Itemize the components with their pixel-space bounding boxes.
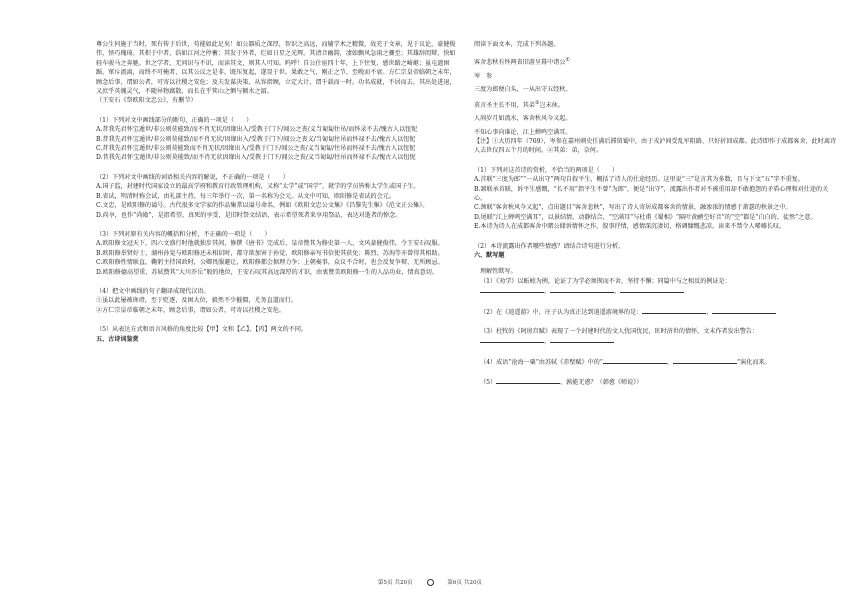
poem-line-3: 人间岁月如流水，客舍秋风今又起。: [474, 115, 572, 123]
section-six-heading: 六、默写题: [474, 251, 505, 259]
passage-source: （王安石《祭欧阳文忠公》，有删节）: [96, 97, 197, 105]
q1-option-b[interactable]: B.昔我先君怀宝遁世/非公则莫能致/而不肖无状/因缘出入/受教于门下/闻公之丧义/当匍匐往吊而怀禄不去/愧古人以忸怩: [96, 135, 416, 143]
q1-option-c[interactable]: C.昔我先君怀宝遁世/非公则莫能致而不肖无状/因缘出入/受教于门下/闻公之丧/义当匍匐/往吊而怀禄不去/愧古人以忸怩: [96, 145, 416, 153]
q3-option-a[interactable]: A.欧阳修文冠天下，四六文盛行时他就独步其间，修撰《唐书》完成后，皇帝赞其为修史第一人，文风豪健俊伟，令王安石叹服。: [96, 240, 444, 248]
section-five-heading: 五、古诗词鉴赏: [96, 335, 139, 343]
poem-title-text: 客舍悲秋有怀两省旧游呈幕中诸公: [474, 59, 566, 67]
poem-line-2-start: 莫言圣主长不用，其弟: [474, 101, 535, 109]
reading-intro: 阅读下面文本，完成下列各题。: [474, 41, 560, 48]
q2-option-b[interactable]: B.省试，明清时称会试，由礼部主持，每三年举行一次，第一名称为会元。从文中可知，欧阳修是省试的会元。: [96, 192, 395, 200]
q4-item-2: ②方仁宗皇帝临朝之末年，顾念后事，谓如公者，可寄以社稷之安危。: [96, 306, 285, 314]
q1-stem: （1）下列对文中画线部分的断句，正确的一项是（ ）: [96, 116, 253, 124]
answer-blank[interactable]: [673, 357, 737, 364]
blank-separator: ，: [544, 288, 551, 296]
blank-separator: ，: [544, 338, 551, 346]
q3-option-b[interactable]: B.欧阳修举贤好士，湖州孙觉与欧阳修还未相识时，都守欲加害于孙觉，欧阳修亲写书信使其获免；陈烈、苏洵等亦曾得其相助。: [96, 249, 444, 257]
poem-line-1: 三度为郎便白头，一从出守五经秋。: [474, 86, 572, 94]
footer-page-right: 第6页 共20页: [447, 580, 483, 586]
q2-option-a[interactable]: A.国子监，封建时代国家设立的最高学府和教育行政管理机构，又称“太学”或“国学”，就学的学员皆称太学生或国子生。: [96, 183, 420, 191]
dictation-item-3: （3）杜牧的《阿房宫赋》表现了一个封建时代的文人忧国忧民，匡时济世的情怀，文末作者发出警告：: [480, 328, 759, 335]
poem-line-2-end: 岂未休。: [539, 101, 564, 109]
answer-blank[interactable]: [642, 307, 706, 314]
poem-q1-option-e[interactable]: E.本诗为诗人在成都客舍中睹公储诉情怀之作，叙事抒情，感情深沉凄切，格调慷慨悲凉，读来不禁令人唏嘘长叹。: [474, 223, 786, 231]
answer-blank[interactable]: [480, 336, 544, 343]
dictation-item-1-blanks: [474, 286, 838, 296]
poem-q2-stem: （2）本诗流露出作者哪些情感？请结合诗句进行分析。: [474, 242, 625, 250]
blank-separator: ，: [706, 308, 713, 316]
poem-annotation: 【注】①大历四年（769），岑参在嘉州刺史任满后滞留蜀中，由于戎泸间受乱军阻路，只好折回成都。此诗即作于成都客舍，此时离诗人去世仅四五个月的时间。②其弟：弟，奈何。: [474, 137, 837, 155]
poem-line-4: 不知心事向谁论，江上蝉鸣空满耳。: [474, 128, 572, 136]
answer-blank[interactable]: [620, 286, 684, 293]
answer-blank[interactable]: [480, 286, 544, 293]
q4-stem: （4）把文中画线的句子翻译成现代汉语。: [96, 287, 210, 295]
poem-q1-option-a[interactable]: A.首联“三度为郎”“一从出守”两句自叙平生，概括了诗人的仕途经历。这里说“三”是言其为多数，且与下文“五”字不重复。: [474, 176, 804, 184]
poem-q1-option-b[interactable]: B.颔联承首联，诉平生感慨，“长不用”指平生不曾“为郎”，便是“出守”，流露出作者对不被重用却不敢抱怨的矛盾心理和对仕途的关心。: [474, 185, 829, 202]
q2-option-d[interactable]: D.尚享，也作“尚飨”，是指希望、真死的享受，是旧时祭文结语，表示希望死者来享用祭品，表达对逝者的悼念。: [96, 211, 402, 219]
dictation-item-5: [474, 377, 838, 387]
binding-circle-icon: [427, 579, 434, 586]
poem-q1-option-c[interactable]: C.颈联“客舍秋风今又起”，点出题目“客舍悲秋”，写出了诗人寄居成都客舍的情景，融渗浓的情感于萧瑟的秋景之中。: [474, 204, 792, 212]
passage-text: 尊公生何施于当时，死有传于后世，苟能如此足矣！如公器质之深厚，智识之高远，而辅学术之精微，故充于文章，见于议论，豪健俊伟，怪巧瑰琦。其积于中者，浩如江河之停蓄；其发于外者，烂如日星之光辉。其清音幽韵，凄如飘风急雨之骤至；其雄辞闳辩，快如轻车骏马之奔驰。世之学者，无问识与不识，而读其文，则其人可知。呜呼！自公仕宦四十年，上下往复，感世路之崎岖；虽屯邅困踬，窜斥流离，而终不可掩者，以其公议之是非。既压复起，遂显于世。果敢之气，刚正之节，至晚而不衰。方仁宗皇帝临朝之末年，顾念后事，谓如公者，可寄以社稷之安危；及夫发谋决策，从容指顾，立定大计，谓千载而一时。功名成就，不居而去，其出处进退，又庶乎英魄灵气，不随异物腐散，而长在乎箕山之侧与颍水之湄。: [96, 41, 456, 96]
blank-separator: ，: [614, 288, 621, 296]
right-column: [474, 40, 838, 388]
q5-stem: （5）从表达方式和语言风格的角度比较【甲】文和【乙】、【丙】两文的不同。: [96, 326, 308, 334]
q3-option-c[interactable]: C.欧阳修性情耿直，鞠躬主持国政时，公卿畏服避让，欧阳修都会据理力争；上朝奏事，众议不合时，也会反复争辩，无所顾忌。: [96, 259, 444, 267]
poem-note-marker-1: ①: [565, 57, 570, 64]
dictation-item-1: （1）《劝学》以蚯蚓为例，论证了为学必须锲而不舍，坚持不懈；同篇中与之相反的例证是：: [480, 277, 731, 285]
dictation-item-3-blanks: [474, 336, 838, 346]
poem-line-2: [474, 99, 838, 110]
poem-title: [474, 56, 838, 67]
q3-stem: （3）下列对原有关内容的概括和分析，不正确的一项是（ ）: [96, 230, 271, 238]
answer-blank[interactable]: [496, 377, 560, 384]
blank-separator: ，: [666, 358, 674, 366]
dictation-item-2-text: （2）在《逍遥游》中，庄子认为真正达到逍遥游境界的是：: [480, 308, 643, 316]
dictation-item-5-start: （5）: [480, 379, 497, 387]
answer-blank[interactable]: [712, 307, 776, 314]
poem-q1-stem: （1）下列对这首诗的赏析，不恰当的两项是（ ）: [474, 166, 619, 174]
q2-stem: （2）下列对文中画线的词语相关内容的解说，不正确的一项是（ ）: [96, 173, 289, 181]
q1-option-d[interactable]: D.昔我先君怀宝遁世/非公则莫能致/而不肖无状因缘出入/受教于门下/闻公之丧/义当匍匐/往吊而怀禄不去/愧古人以忸怩: [96, 154, 416, 162]
dictation-item-4: [474, 357, 838, 367]
q4-item-1: ①虽以此屡被谗谤，至于贬逐，及困大位，毅然不少摧僵，尤务直道而行。: [96, 297, 298, 305]
dictation-item-4-start: （4）成语“沧海一粟”由苏轼《赤壁赋》中的“: [480, 358, 603, 366]
answer-blank[interactable]: [550, 286, 614, 293]
page-footer: [0, 578, 860, 586]
dictation-item-2: [474, 307, 838, 317]
poem-author: 岑 参: [474, 72, 493, 80]
answer-blank[interactable]: [603, 357, 667, 364]
q1-option-a[interactable]: A.昔我先君怀宝遁世/非公则莫能致/而不肖无状/因缘出入/受教于门下/闻公之丧/义当匍匐往吊/而怀录不去/愧古人以忸怩: [96, 126, 418, 134]
dictation-item-5-end: ，孰能无惑？（韩愈《师说》）: [560, 379, 643, 387]
answer-blank[interactable]: [550, 336, 614, 343]
left-column: [96, 40, 458, 344]
poem-q1-option-d[interactable]: D.尾联“江上蝉鸣空满耳”，以景结情，动静结合，“空满耳”与杜甫《蜀相》“隔叶黄鹂空好音”的“空”都是“白白的、徒然”之意。: [474, 213, 817, 221]
q3-option-d[interactable]: D.欧阳修德高望重，苏轼赞其“大川乔岳”般的地位，王安石叹其高远深厚的才识，由衷赞美欧阳修一生的人品功业，情真意切。: [96, 268, 438, 276]
dictation-item-4-end: ”演化而来。: [737, 358, 771, 366]
dictation-subtitle: 理解性默写。: [480, 268, 517, 276]
footer-page-left: 第5页 共20页: [377, 580, 413, 586]
q2-option-c[interactable]: C.文忠，是欧阳修的谥号。古代很多文学家的作品集常以谥号命名，例如《欧阳文忠公文集》《昌黎先生集》《范文正公集》。: [96, 202, 429, 210]
poem-note-marker-2: ②: [534, 99, 540, 106]
